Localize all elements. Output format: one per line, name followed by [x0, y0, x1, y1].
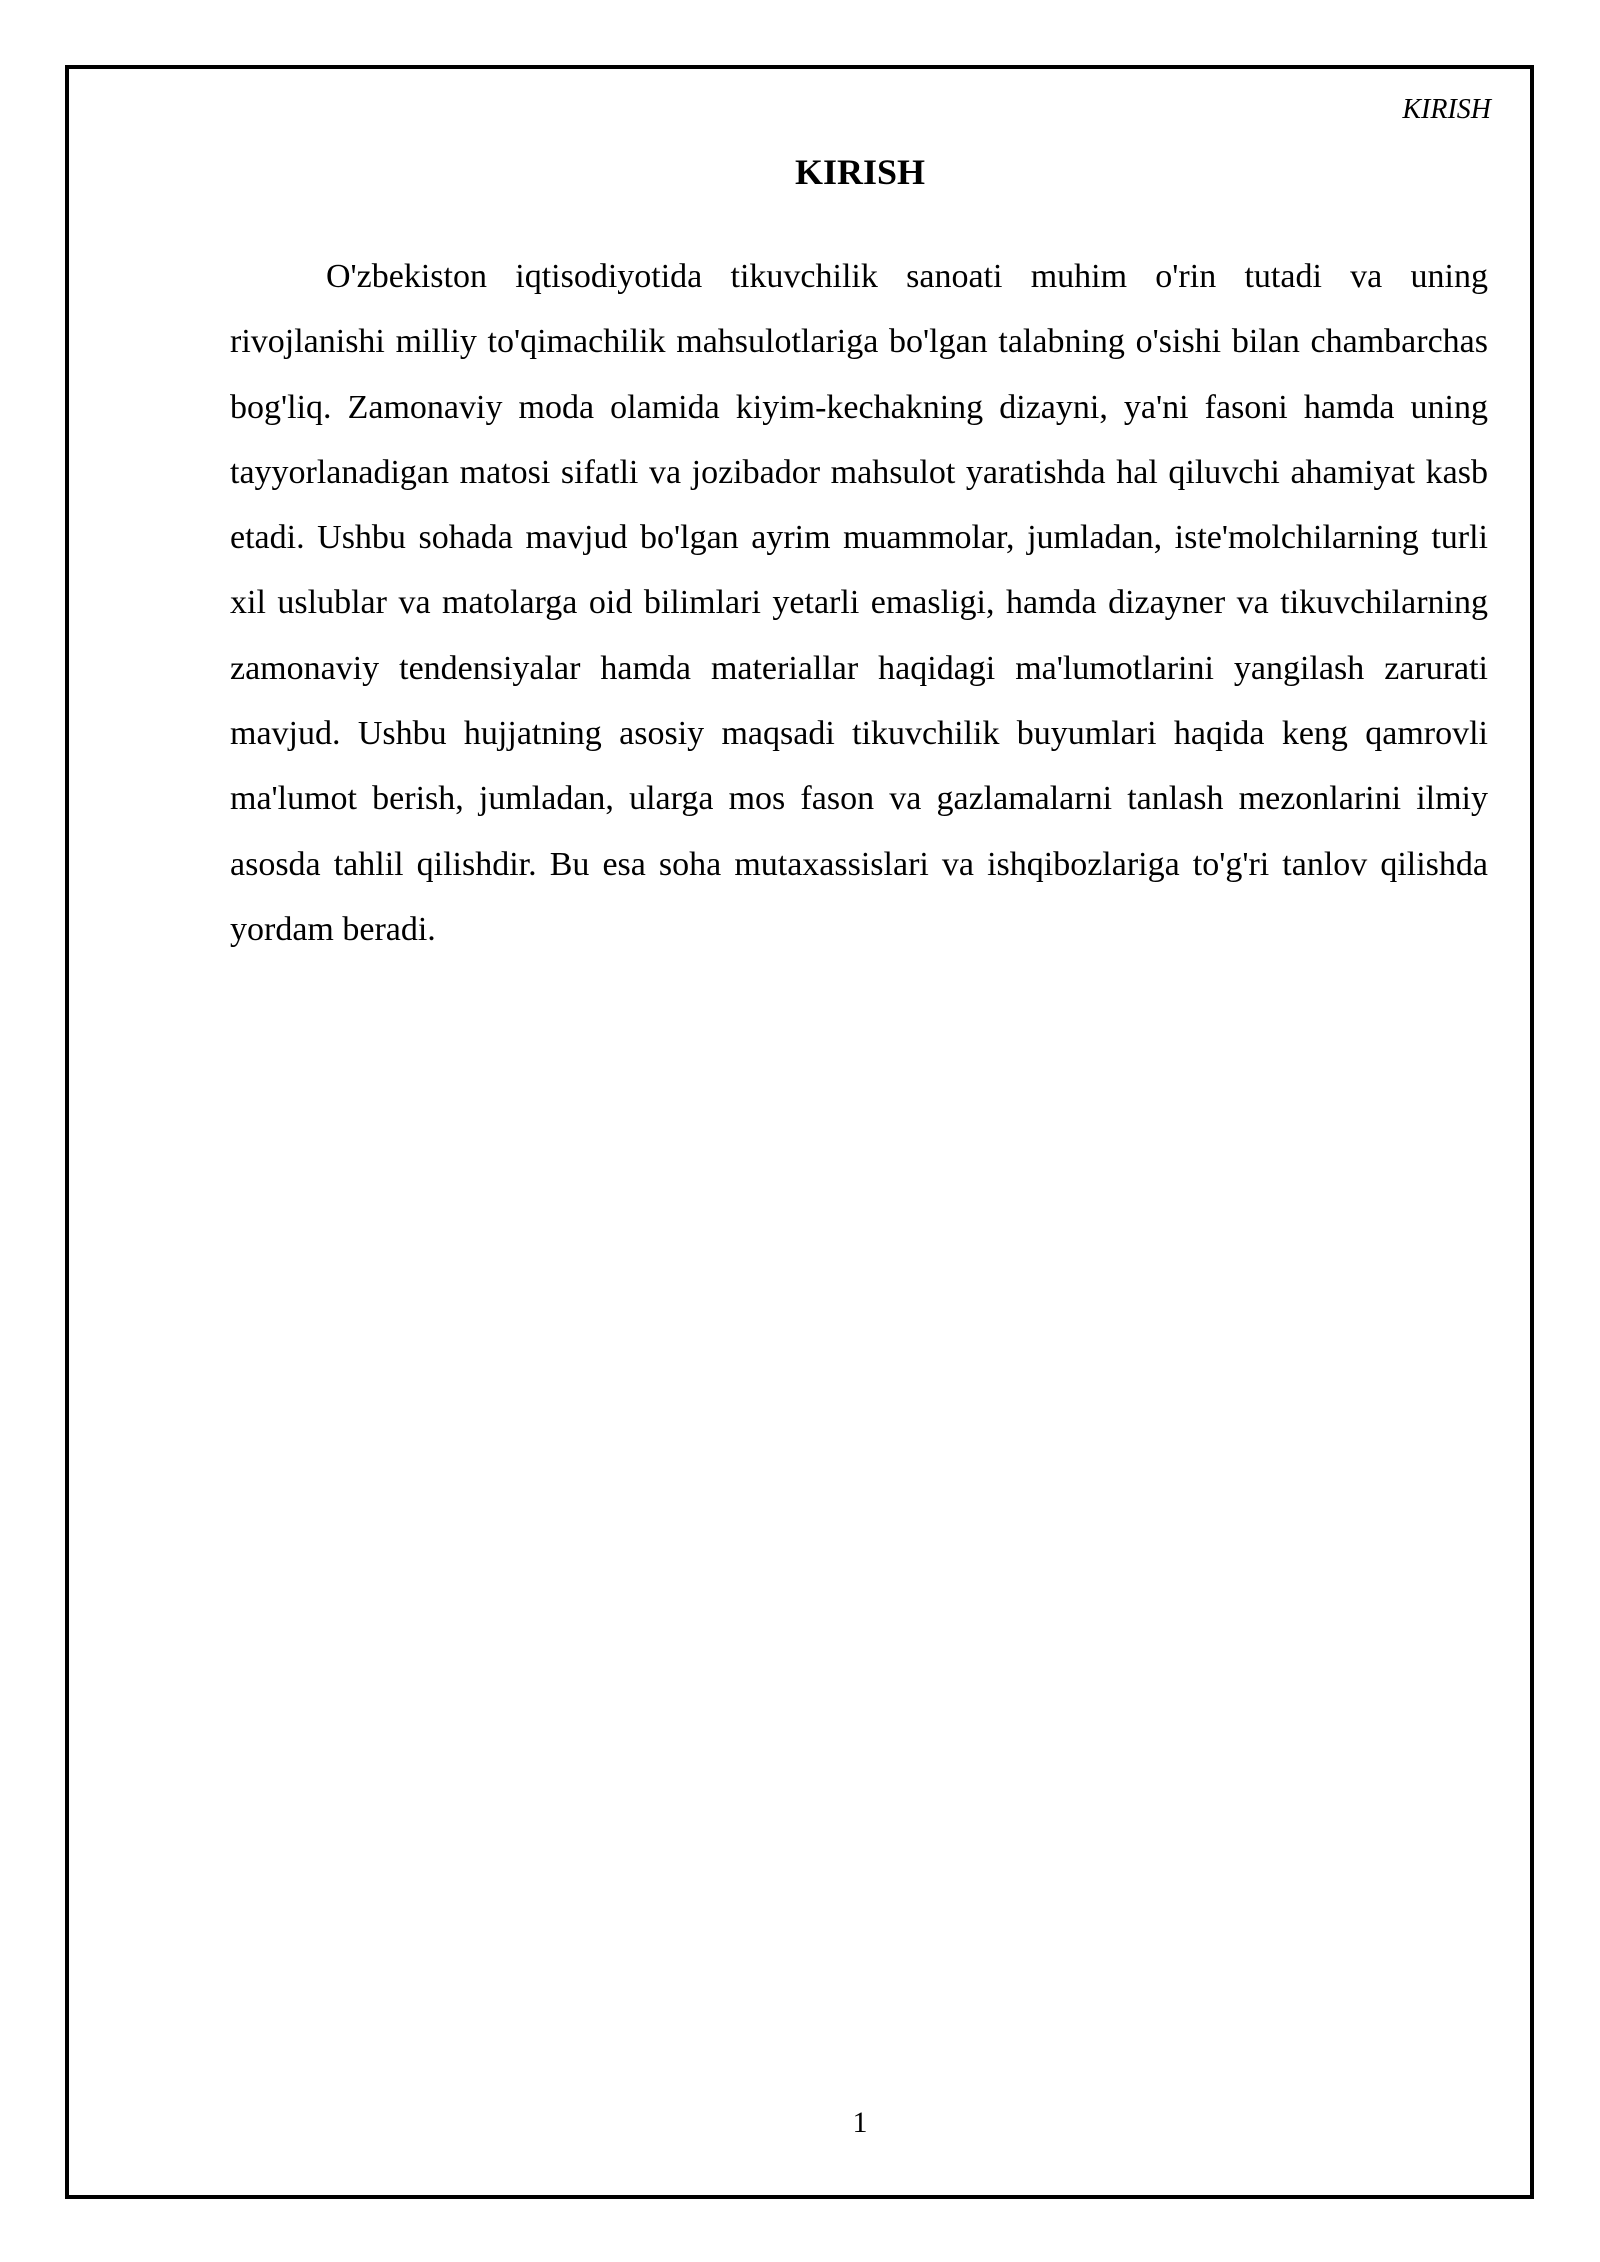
running-header: KIRISH [1402, 94, 1491, 125]
body-paragraph: O'zbekiston iqtisodiyotida tikuvchilik sanoati muhim o'rin tutadi va uning rivojlanishi milliy to'qimachilik mahsulotlariga bo'lgan talabning o'sishi bilan chambarchas bog'liq. Zamonaviy moda olamida kiyim-kechakning dizayni, ya'ni fasoni hamda uning tayyorlanadigan matosi sifatli va jozibador mahsulot yaratishda hal qiluvchi ahamiyat kasb etadi. Ushbu sohada mavjud bo'lgan ayrim muammolar, jumladan, iste'molchilarning turli xil uslublar va matolarga oid bilimlari yetarli emasligi, hamda dizayner va tikuvchilarning zamonaviy tendensiyalar hamda materiallar haqidagi ma'lumotlarini yangilash zarurati mavjud. Ushbu hujjatning asosiy maqsadi tikuvchilik buyumlari haqida keng qamrovli ma'lumot berish, jumladan, ularga mos fason va gazlamalarni tanlash mezonlarini ilmiy asosda tahlil qilishdir. Bu esa soha mutaxassislari va ishqibozlariga to'g'ri tanlov qilishda yordam beradi. [230, 258, 1488, 948]
page-title: KIRISH [794, 152, 926, 192]
page-number: 1 [852, 2106, 868, 2139]
